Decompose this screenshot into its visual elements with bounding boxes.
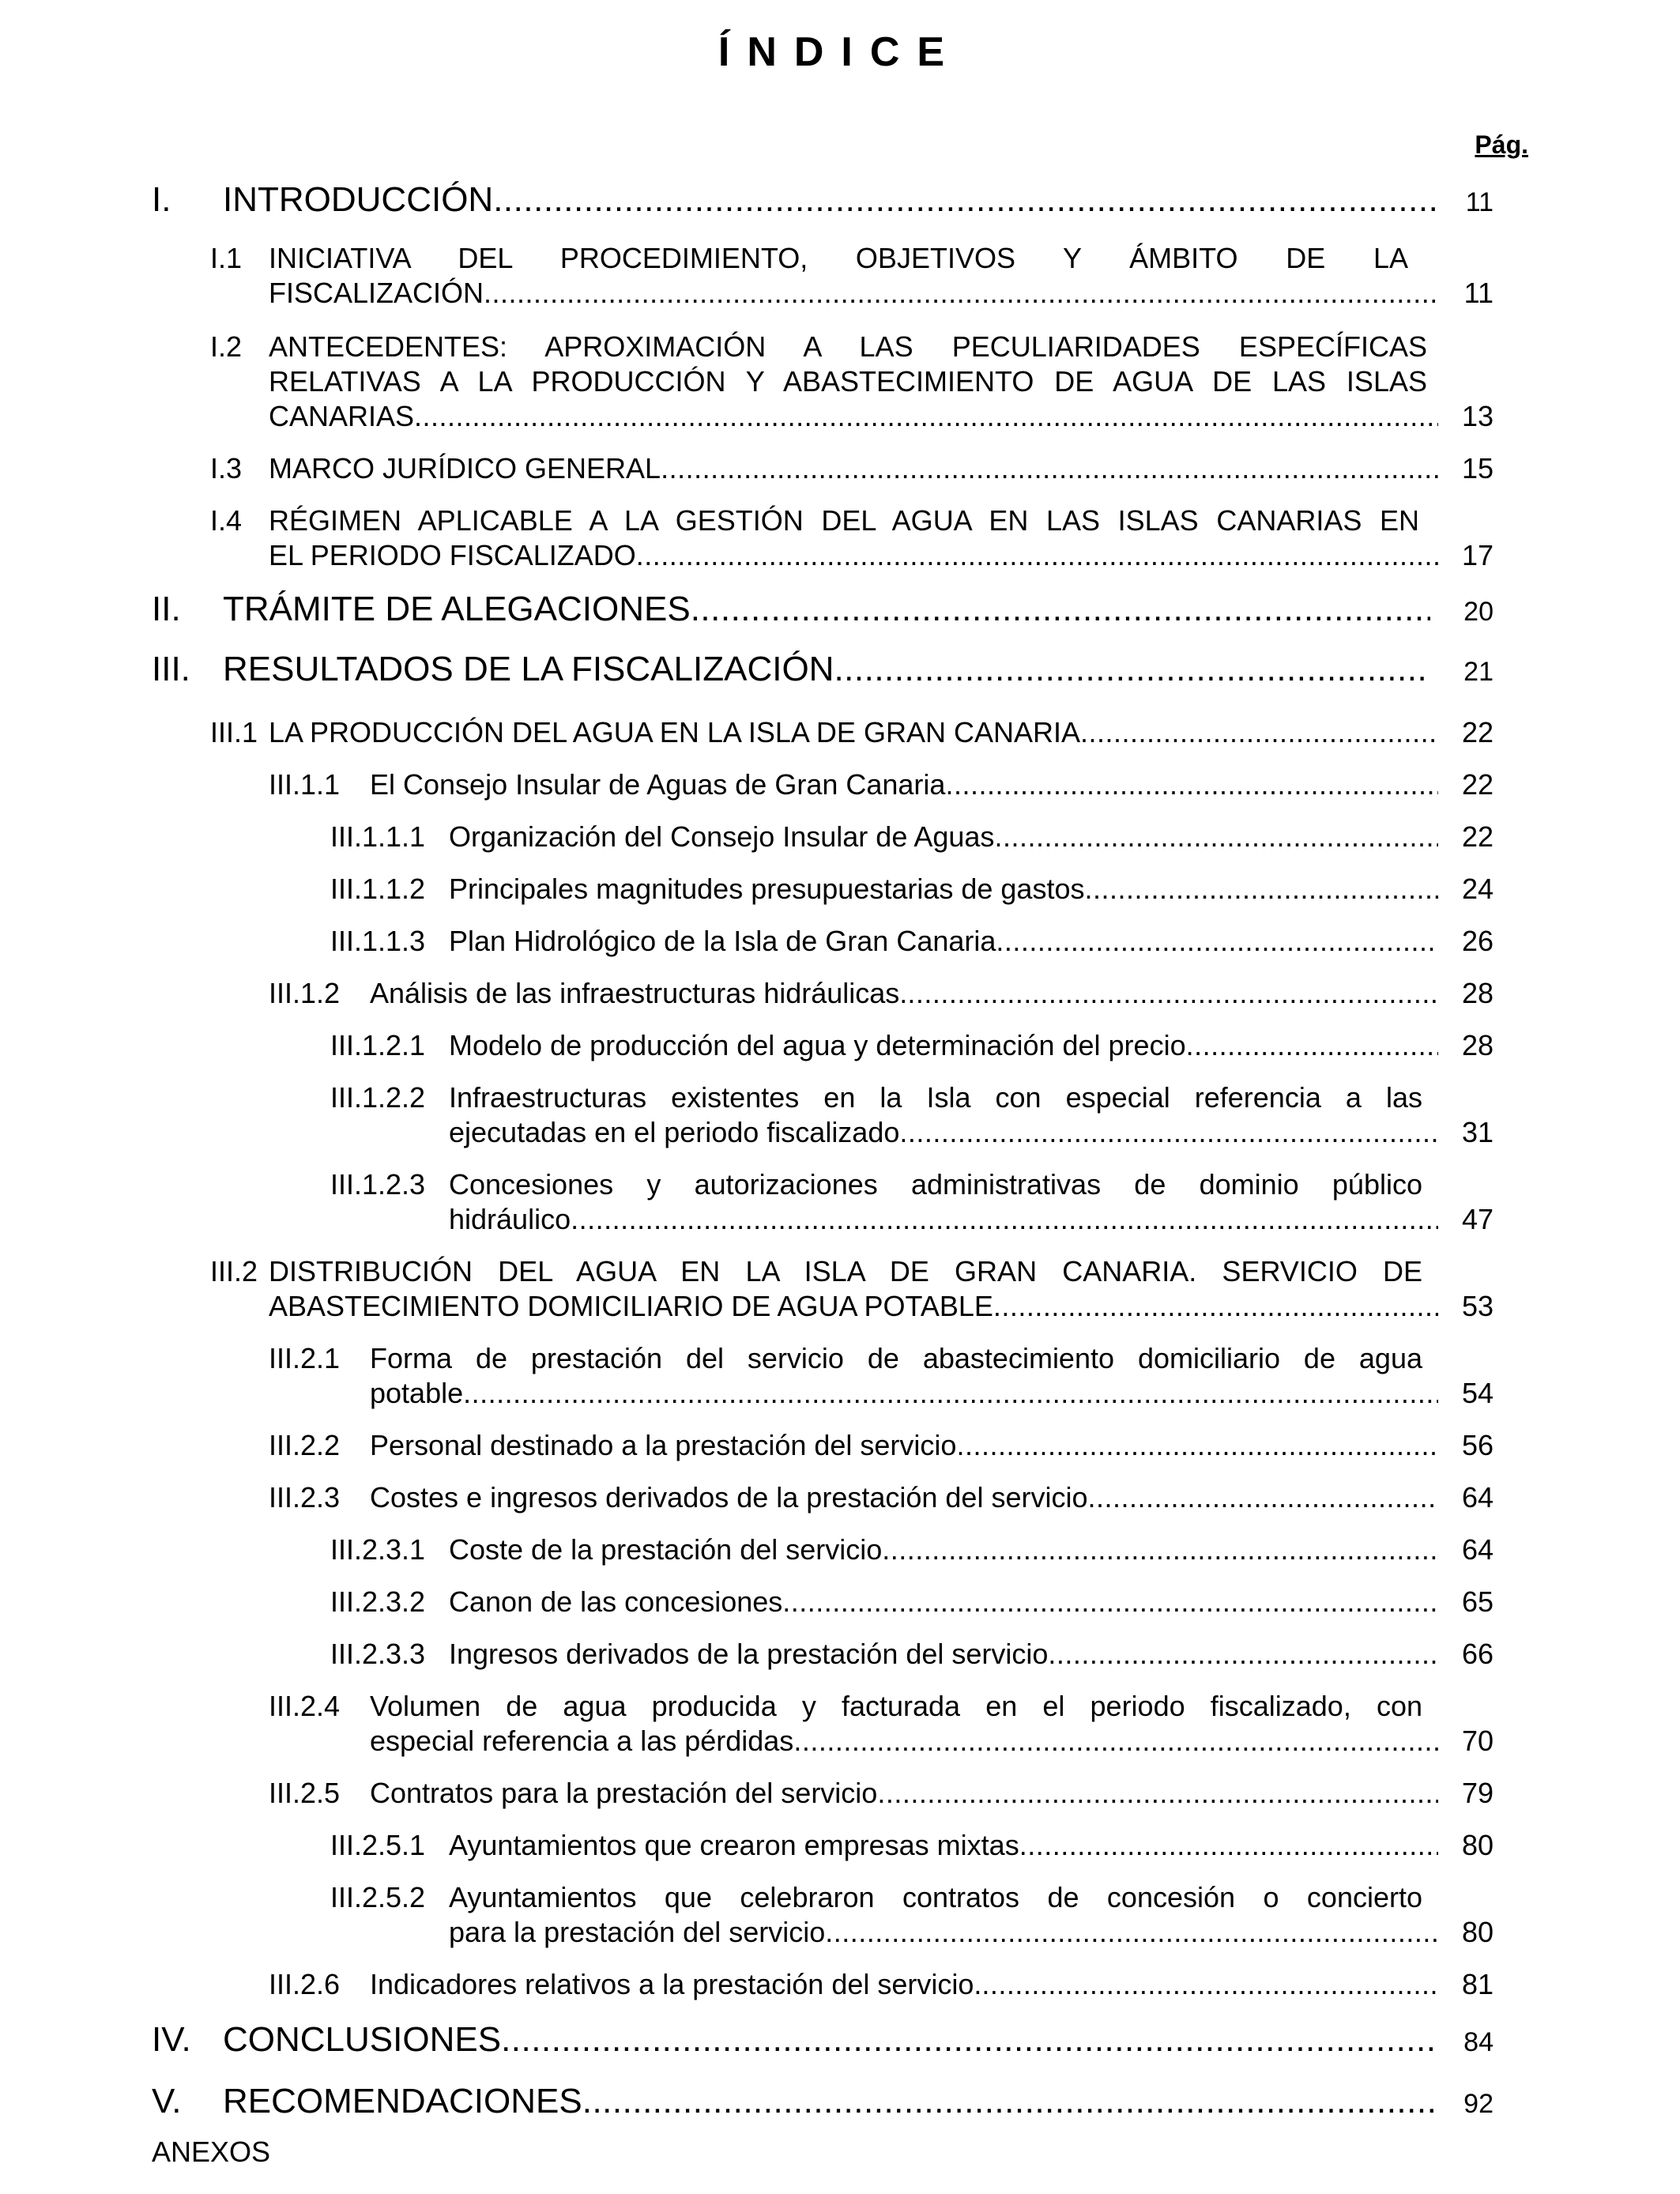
toc-entry[interactable] xyxy=(152,590,1494,629)
toc-entry-number: I.3 xyxy=(210,452,243,484)
toc-entry-number: III.2.2 xyxy=(269,1429,341,1461)
toc-entry-line xyxy=(330,1168,1422,1201)
toc-leader xyxy=(1048,1638,1438,1671)
toc-entry[interactable] xyxy=(330,1585,1494,1619)
toc-entry-number: I.2 xyxy=(210,330,243,363)
toc-entry-title: Análisis de las infraestructuras hidráulicas. xyxy=(370,977,908,1009)
toc-entry-title: Ayuntamientos que crearon empresas mixtas xyxy=(449,1829,1019,1861)
toc-entry-page: 22 xyxy=(1461,820,1494,853)
toc-entry-line xyxy=(210,242,1408,275)
toc-entry[interactable] xyxy=(330,820,1494,854)
toc-entry-number: III.1.1.3 xyxy=(330,925,426,957)
toc-entry-number: III.1.2.2 xyxy=(330,1081,426,1114)
toc-leader xyxy=(993,1290,1438,1323)
toc-entry[interactable] xyxy=(152,2020,1494,2060)
toc-entry-page: 15 xyxy=(1461,452,1494,484)
toc-entry-number: III. xyxy=(152,650,190,688)
toc-entry-title: CONCLUSIONES xyxy=(223,2020,502,2059)
toc-entry-line xyxy=(210,1255,1422,1288)
toc-entry-number: III.2.3.3 xyxy=(330,1638,426,1670)
toc-entry-page: 17 xyxy=(1461,539,1494,571)
toc-entry-number: III.1.2.3 xyxy=(330,1168,426,1201)
toc-entry-line xyxy=(210,504,1419,537)
toc-entry-title: El Consejo Insular de Aguas de Gran Canaria xyxy=(370,768,946,801)
toc-entry-page: 24 xyxy=(1461,873,1494,905)
toc-entry[interactable] xyxy=(370,1725,1494,1758)
toc-entry-page: 64 xyxy=(1461,1533,1494,1566)
toc-entry-number: III.1.2 xyxy=(269,977,341,1009)
toc-entry-number: III.2.3.2 xyxy=(330,1585,426,1618)
toc-leader xyxy=(463,1377,1438,1410)
toc-leader xyxy=(691,590,1430,629)
toc-entry-title: MARCO JURÍDICO GENERAL xyxy=(269,452,661,484)
toc-entry-line xyxy=(330,1081,1422,1114)
toc-entry-number: III.1.1 xyxy=(269,768,341,801)
toc-entry-title: especial referencia a las pérdidas xyxy=(370,1725,794,1757)
toc-entry-page: 13 xyxy=(1461,400,1494,432)
toc-entry-number: III.2.5.2 xyxy=(330,1881,426,1913)
toc-entry-page: 11 xyxy=(1463,277,1494,309)
toc-entry-title: Personal destinado a la prestación del servicio xyxy=(370,1429,957,1461)
toc-leader xyxy=(793,1725,1438,1758)
toc-entry[interactable] xyxy=(330,873,1494,906)
toc-entry-title-line: ANTECEDENTES: APROXIMACIÓN A LAS PECULIARIDADES ESPECÍFICAS xyxy=(269,330,1427,363)
toc-entry-title: ejecutadas en el periodo fiscalizado xyxy=(449,1116,900,1148)
toc-entry-page: 64 xyxy=(1461,1481,1494,1514)
toc-entry-number: III.2.5.1 xyxy=(330,1829,426,1861)
toc-leader xyxy=(994,820,1438,854)
toc-entry-page: 31 xyxy=(1461,1116,1494,1148)
toc-entry-page: 28 xyxy=(1461,1029,1494,1061)
toc-entry-title-line: DISTRIBUCIÓN DEL AGUA EN LA ISLA DE GRAN CANARIA. SERVICIO DE xyxy=(269,1255,1422,1287)
toc-entry-title: Plan Hidrológico de la Isla de Gran Canaria xyxy=(449,925,996,957)
toc-entry-number: III.2 xyxy=(210,1255,258,1287)
toc-leader xyxy=(882,1533,1438,1566)
toc-entry[interactable] xyxy=(152,2082,1494,2121)
toc-entry-number: III.1.2.1 xyxy=(330,1029,426,1061)
toc-entry-number: I.4 xyxy=(210,504,243,537)
toc-entry-page: 84 xyxy=(1463,2027,1494,2057)
toc-entry[interactable] xyxy=(330,1029,1494,1062)
toc-entry-title: Coste de la prestación del servicio xyxy=(449,1533,883,1566)
toc-entry-number: IV. xyxy=(152,2020,191,2059)
toc-entry-page: 70 xyxy=(1461,1725,1494,1757)
toc-leader xyxy=(996,925,1438,958)
toc-entry-number: V. xyxy=(152,2082,182,2120)
toc-entry-title: Ingresos derivados de la prestación del servicio xyxy=(449,1638,1049,1670)
toc-entry-number: III.2.4 xyxy=(269,1690,341,1722)
toc-entry-title: EL PERIODO FISCALIZADO xyxy=(269,539,636,571)
toc-leader xyxy=(981,1968,1438,2001)
toc-entry-title-line: Forma de prestación del servicio de abastecimiento domiciliario de agua xyxy=(370,1342,1422,1374)
toc-entry-page: 22 xyxy=(1461,716,1494,748)
toc-leader xyxy=(899,1116,1438,1149)
toc-entry-line xyxy=(269,1342,1422,1375)
toc-entry-number: III.2.1 xyxy=(269,1342,341,1374)
toc-leader xyxy=(907,977,1438,1010)
toc-entry-title: FISCALIZACIÓN xyxy=(269,277,484,309)
toc-entry-line xyxy=(269,1690,1422,1723)
toc-entry-line xyxy=(330,1881,1422,1914)
toc-entry-title-line: RÉGIMEN APLICABLE A LA GESTIÓN DEL AGUA EN LAS ISLAS CANARIAS EN xyxy=(269,504,1419,537)
toc-entry-number: III.1.1.1 xyxy=(330,820,426,853)
toc-entry-page: 56 xyxy=(1461,1429,1494,1461)
toc-entry[interactable] xyxy=(330,1638,1494,1671)
toc-entry-title-line: Concesiones y autorizaciones administrativas de dominio público xyxy=(449,1168,1422,1201)
toc-entry-page: 11 xyxy=(1465,187,1494,217)
page-title: ÍNDICE xyxy=(718,29,962,75)
toc-entry-title-line: INICIATIVA DEL PROCEDIMIENTO, OBJETIVOS Y ÁMBITO DE LA xyxy=(269,242,1408,274)
toc-entry[interactable] xyxy=(210,452,1494,485)
toc-entry-page: 26 xyxy=(1461,925,1494,957)
toc-leader xyxy=(501,2020,1438,2060)
toc-entry-page: 80 xyxy=(1461,1916,1494,1948)
toc-entry-title: INTRODUCCIÓN xyxy=(223,180,494,219)
toc-leader xyxy=(414,400,1438,433)
toc-leader xyxy=(956,1429,1438,1462)
toc-leader xyxy=(1080,716,1438,749)
toc-entry-page: 53 xyxy=(1461,1290,1494,1322)
toc-entry[interactable] xyxy=(269,768,1494,801)
toc-entry-page: 20 xyxy=(1463,597,1494,627)
toc-entry-page: 47 xyxy=(1461,1203,1494,1235)
toc-leader xyxy=(1019,1829,1438,1862)
toc-entry-number: II. xyxy=(152,590,181,628)
toc-entry-title-line: Infraestructuras existentes en la Isla con especial referencia a las xyxy=(449,1081,1422,1114)
toc-entry[interactable] xyxy=(269,539,1494,572)
toc-entry-page: 92 xyxy=(1463,2089,1494,2119)
toc-entry-number: III.1.1.2 xyxy=(330,873,426,905)
toc-entry-page: 65 xyxy=(1461,1585,1494,1618)
toc-entry-title: Canon de las concesiones xyxy=(449,1585,783,1618)
toc-leader xyxy=(571,1203,1438,1236)
toc-leader xyxy=(825,1916,1438,1949)
toc-entry[interactable] xyxy=(449,1916,1494,1949)
toc-entry-title: TRÁMITE DE ALEGACIONES xyxy=(223,590,691,628)
toc-entry-title: Contratos para la prestación del servicio xyxy=(370,1777,878,1809)
toc-leader xyxy=(493,180,1438,220)
toc-entry-title-line: RELATIVAS A LA PRODUCCIÓN Y ABASTECIMIENTO DE AGUA DE LAS ISLAS xyxy=(269,365,1427,398)
toc-entry[interactable] xyxy=(152,650,1494,689)
toc-entry[interactable] xyxy=(152,180,1494,220)
toc-entry-title: RECOMENDACIONES xyxy=(223,2082,582,2120)
toc-entry-page: 21 xyxy=(1463,657,1494,687)
toc-entry[interactable] xyxy=(210,716,1494,749)
toc-entry-title: RESULTADOS DE LA FISCALIZACIÓN xyxy=(223,650,834,688)
toc-leader xyxy=(834,650,1430,689)
toc-entry-title: Organización del Consejo Insular de Aguas xyxy=(449,820,995,853)
toc-leader xyxy=(484,277,1438,310)
toc-entry[interactable] xyxy=(269,977,1494,1010)
toc-entry-number: III.1 xyxy=(210,716,258,748)
toc-entry[interactable] xyxy=(269,277,1494,310)
toc-entry-title: Modelo de producción del agua y determinación del precio xyxy=(449,1029,1186,1061)
toc-entry-title: Principales magnitudes presupuestarias de gastos xyxy=(449,873,1085,905)
toc-entry-number: III.2.3 xyxy=(269,1481,341,1514)
toc-entry-title-line: Volumen de agua producida y facturada en el periodo fiscalizado, con xyxy=(370,1690,1422,1722)
toc-entry-number: III.2.6 xyxy=(269,1968,341,2000)
toc-entry[interactable] xyxy=(269,1968,1494,2001)
toc-entry[interactable] xyxy=(330,1829,1494,1862)
toc-leader xyxy=(661,452,1438,485)
toc-entry[interactable] xyxy=(269,1777,1494,1810)
toc-entry-page: 80 xyxy=(1461,1829,1494,1861)
toc-entry[interactable] xyxy=(269,1290,1494,1323)
toc-entry-number: III.2.5 xyxy=(269,1777,341,1809)
toc-entry-number: I.1 xyxy=(210,242,243,274)
toc-entry-page: 79 xyxy=(1461,1777,1494,1809)
toc-entry-title-line: Ayuntamientos que celebraron contratos de concesión o concierto xyxy=(449,1881,1422,1913)
toc-entry-number: I. xyxy=(152,180,171,219)
toc-entry-page: 81 xyxy=(1461,1968,1494,2000)
toc-entry-page: 28 xyxy=(1461,977,1494,1009)
toc-entry-page: 22 xyxy=(1461,768,1494,801)
toc-entry[interactable] xyxy=(330,1533,1494,1566)
toc-leader xyxy=(945,768,1438,801)
toc-leader xyxy=(636,539,1438,572)
toc-leader xyxy=(1084,873,1438,906)
page-column-header: Pág. xyxy=(1475,130,1528,159)
toc-entry[interactable] xyxy=(269,1429,1494,1462)
toc-leader xyxy=(877,1777,1438,1810)
toc-entry-page: 54 xyxy=(1461,1377,1494,1409)
toc-entry[interactable] xyxy=(269,1481,1494,1514)
toc-entry-title: Indicadores relativos a la prestación del servicio. xyxy=(370,1968,982,2000)
toc-entry[interactable] xyxy=(449,1116,1494,1149)
toc-leader xyxy=(782,1585,1438,1619)
toc-entry-number: III.2.3.1 xyxy=(330,1533,426,1566)
toc-entry-title: CANARIAS xyxy=(269,400,415,432)
toc-leader xyxy=(1087,1481,1438,1514)
toc-entry-title: hidráulico xyxy=(449,1203,571,1235)
toc-entry-page: 66 xyxy=(1461,1638,1494,1670)
toc-entry[interactable] xyxy=(330,925,1494,958)
toc-entry-line xyxy=(269,365,1427,398)
toc-entry-title: para la prestación del servicio xyxy=(449,1916,826,1948)
toc-entry-title: Costes e ingresos derivados de la prestación del servicio xyxy=(370,1481,1088,1514)
toc-leader xyxy=(1186,1029,1438,1062)
toc-entry-line xyxy=(210,330,1427,364)
annexes-label[interactable]: ANEXOS xyxy=(152,2136,271,2168)
toc-entry[interactable] xyxy=(269,400,1494,433)
toc-entry[interactable] xyxy=(370,1377,1494,1410)
toc-entry-title: potable xyxy=(370,1377,464,1409)
toc-entry-title: LA PRODUCCIÓN DEL AGUA EN LA ISLA DE GRAN CANARIA xyxy=(269,716,1080,748)
toc-entry-title: ABASTECIMIENTO DOMICILIARIO DE AGUA POTABLE xyxy=(269,1290,993,1322)
toc-leader xyxy=(582,2082,1438,2121)
toc-entry[interactable] xyxy=(449,1203,1494,1236)
